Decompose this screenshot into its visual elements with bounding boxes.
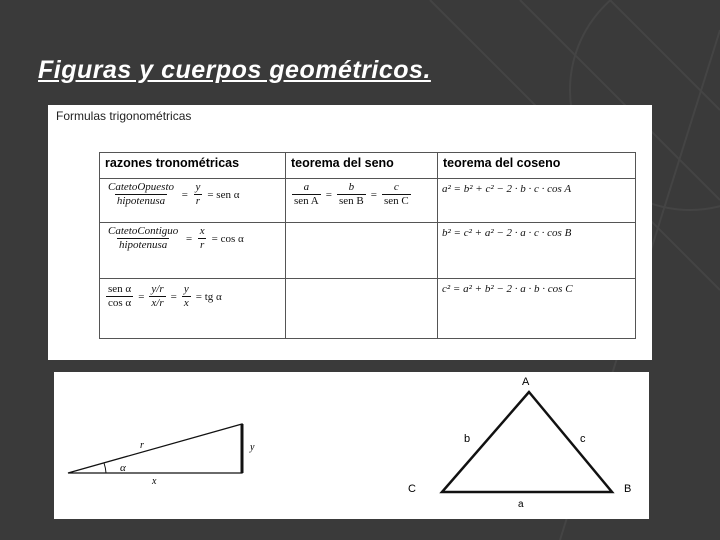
sin-ratio-formula: $\frac{\text{CatetoOpuesto}}{\text{hipotenusa}}$ = $\frac{y}{r}$ = sen α <box>108 181 240 207</box>
figures-drawing <box>54 372 649 519</box>
header-cosine-law: teorema del coseno <box>438 153 636 179</box>
adj-label: x <box>152 476 157 487</box>
tan-ratio-cell <box>100 279 286 339</box>
formulas-table <box>99 152 636 339</box>
header-ratios: razones tronométricas <box>100 153 286 179</box>
figures-panel <box>54 372 649 519</box>
sine-law-cell <box>286 179 438 223</box>
slide-title: Figuras y cuerpos geométricos. <box>38 56 431 84</box>
tan-ratio-formula: $\frac{\text{sen α}}{\text{cos α}}$ = $\frac{y/r}{x/r}$ = $\frac{y}{x}$ = tg α <box>108 283 222 309</box>
cosine-law-b-cell <box>438 223 636 279</box>
vertex-a-label: A <box>522 376 530 388</box>
empty-cell-1 <box>286 223 438 279</box>
right-triangle-shape <box>68 424 242 473</box>
header-sine-law: teorema del seno <box>286 153 438 179</box>
angle-arc <box>104 463 106 473</box>
general-triangle <box>408 376 631 510</box>
cosine-law-c-cell <box>438 279 636 339</box>
cosine-law-b: b² = c² + a² − 2 · a · c · cos B <box>442 227 572 239</box>
vertex-b-label: B <box>624 483 632 495</box>
sine-law-formula: $\frac{a}{\text{sen A}}$ = $\frac{b}{\text{sen B}}$ = $\frac{c}{\text{sen C}}$ <box>294 181 409 207</box>
cosine-law-a: a² = b² + c² − 2 · b · c · cos A <box>442 183 572 195</box>
side-c-label: c <box>580 433 586 445</box>
opp-label: y <box>250 442 255 453</box>
cos-ratio-cell <box>100 223 286 279</box>
cos-ratio-formula: $\frac{\text{CatetoContiguo}}{\text{hipotenusa}}$ = $\frac{x}{r}$ = cos α <box>108 225 244 251</box>
side-a-label: a <box>518 499 524 510</box>
hyp-label: r <box>140 440 144 451</box>
side-b-label: b <box>464 433 471 445</box>
vertex-c-label: C <box>408 483 416 495</box>
cosine-law-a-cell <box>438 179 636 223</box>
sin-ratio-cell <box>100 179 286 223</box>
empty-cell-2 <box>286 279 438 339</box>
formulas-panel <box>48 105 652 360</box>
panel-caption: Formulas trigonométricas <box>56 109 192 123</box>
right-triangle <box>68 424 255 487</box>
angle-label: α <box>120 462 126 474</box>
cosine-law-c: c² = a² + b² − 2 · a · b · cos C <box>442 283 573 295</box>
